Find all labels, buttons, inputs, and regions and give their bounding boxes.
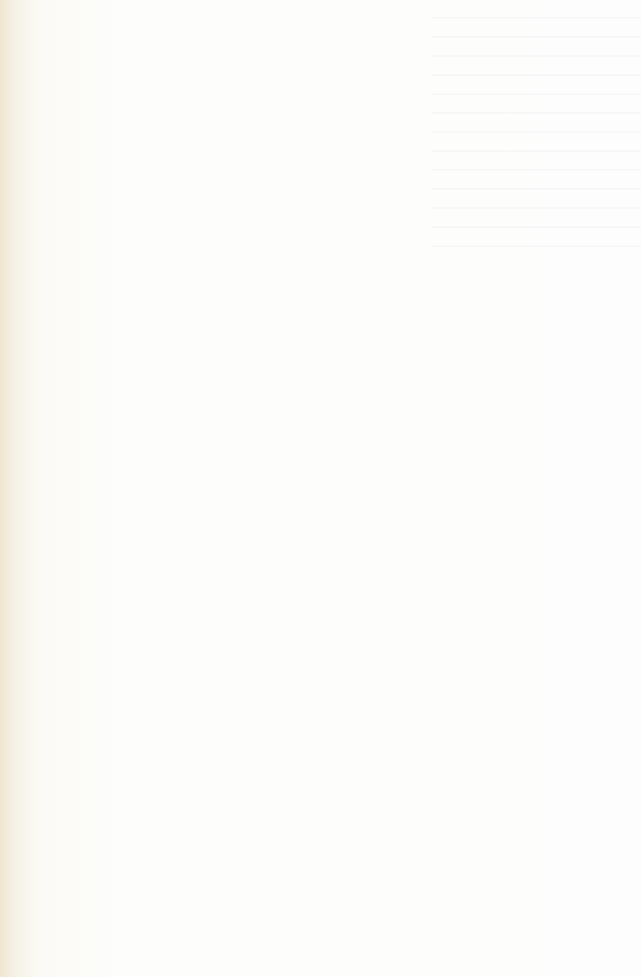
chapter-heading bbox=[2, 198, 10, 216]
toc-entry bbox=[20, 95, 25, 113]
toc-entry bbox=[38, 263, 43, 281]
toc-entry bbox=[38, 285, 43, 303]
toc-entry bbox=[20, 160, 25, 178]
toc-entry bbox=[38, 241, 43, 259]
toc-entry bbox=[20, 31, 25, 49]
toc-entry bbox=[20, 74, 25, 92]
toc-entry bbox=[20, 10, 25, 28]
toc-entry bbox=[38, 328, 43, 346]
toc-entry bbox=[38, 349, 43, 367]
toc-entry bbox=[38, 457, 43, 475]
toc-entry bbox=[38, 414, 43, 432]
toc-entry bbox=[20, 117, 25, 135]
bleed-through-text bbox=[431, 0, 641, 260]
toc-entry bbox=[38, 436, 43, 454]
toc-entry bbox=[38, 306, 43, 324]
toc-entry bbox=[38, 220, 43, 238]
toc-entry bbox=[38, 371, 43, 389]
toc-entry bbox=[20, 53, 25, 71]
toc-entry bbox=[20, 138, 25, 156]
toc-entry bbox=[38, 393, 43, 411]
